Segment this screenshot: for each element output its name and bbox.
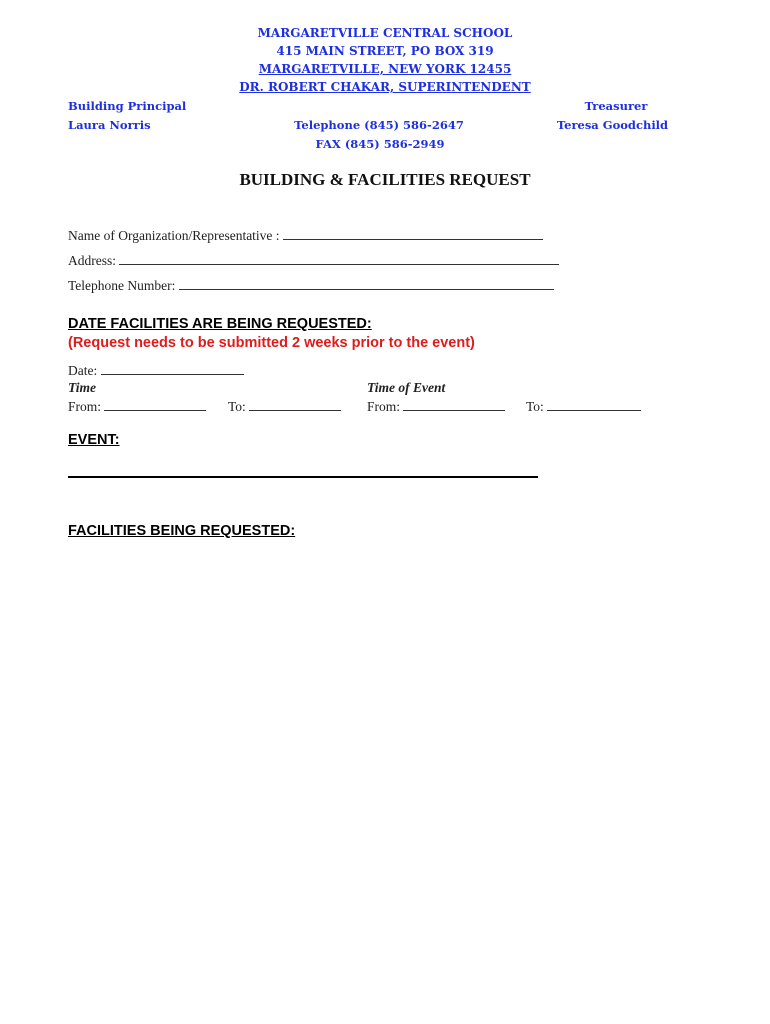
telephone-label: Telephone Number: <box>68 278 176 293</box>
address-label: Address: <box>68 253 116 268</box>
treasurer-name: Teresa Goodchild <box>556 118 669 132</box>
event-time-to-label: To: <box>526 399 544 414</box>
time-to-field <box>228 398 341 415</box>
date-input-line[interactable] <box>101 362 244 375</box>
event-input-line[interactable] <box>68 476 538 478</box>
address-input-line[interactable] <box>119 252 559 265</box>
organization-field <box>68 227 543 244</box>
treasurer-title: Treasurer <box>584 99 648 113</box>
date-label: Date: <box>68 363 98 378</box>
telephone-field <box>68 277 554 294</box>
event-time-from-label: From: <box>367 399 401 414</box>
organization-label: Name of Organization/Representative : <box>68 228 280 243</box>
principal-title: Building Principal <box>68 99 187 113</box>
date-field <box>68 362 244 379</box>
facilities-heading: FACILITIES BEING REQUESTED: <box>68 523 296 539</box>
event-time-to-field <box>526 398 641 415</box>
time-from-input-line[interactable] <box>104 398 206 411</box>
time-to-label: To: <box>228 399 246 414</box>
dates-note: (Request needs to be submitted 2 weeks prior to the event) <box>68 335 475 351</box>
school-city: MARGARETVILLE, NEW YORK 12455 <box>258 62 512 76</box>
event-time-to-input-line[interactable] <box>547 398 641 411</box>
principal-name: Laura Norris <box>68 118 151 132</box>
form-title: BUILDING & FACILITIES REQUEST <box>239 170 531 189</box>
school-street: 415 MAIN STREET, PO BOX 319 <box>276 44 494 58</box>
school-fax: FAX (845) 586-2949 <box>315 137 445 151</box>
school-telephone: Telephone (845) 586-2647 <box>294 118 464 132</box>
time-from-label: From: <box>68 399 102 414</box>
address-field <box>68 252 559 269</box>
organization-input-line[interactable] <box>283 227 543 240</box>
telephone-input-line[interactable] <box>179 277 554 290</box>
event-time-from-field <box>367 398 505 415</box>
time-from-field <box>68 398 206 415</box>
time-to-input-line[interactable] <box>249 398 341 411</box>
time-of-event-label: Time of Event <box>367 380 446 395</box>
event-time-from-input-line[interactable] <box>403 398 505 411</box>
time-label: Time <box>68 380 96 395</box>
superintendent: DR. ROBERT CHAKAR, SUPERINTENDENT <box>239 80 531 94</box>
event-heading: EVENT: <box>68 432 120 448</box>
dates-heading: DATE FACILITIES ARE BEING REQUESTED: <box>68 316 372 332</box>
school-name: MARGARETVILLE CENTRAL SCHOOL <box>257 26 513 40</box>
